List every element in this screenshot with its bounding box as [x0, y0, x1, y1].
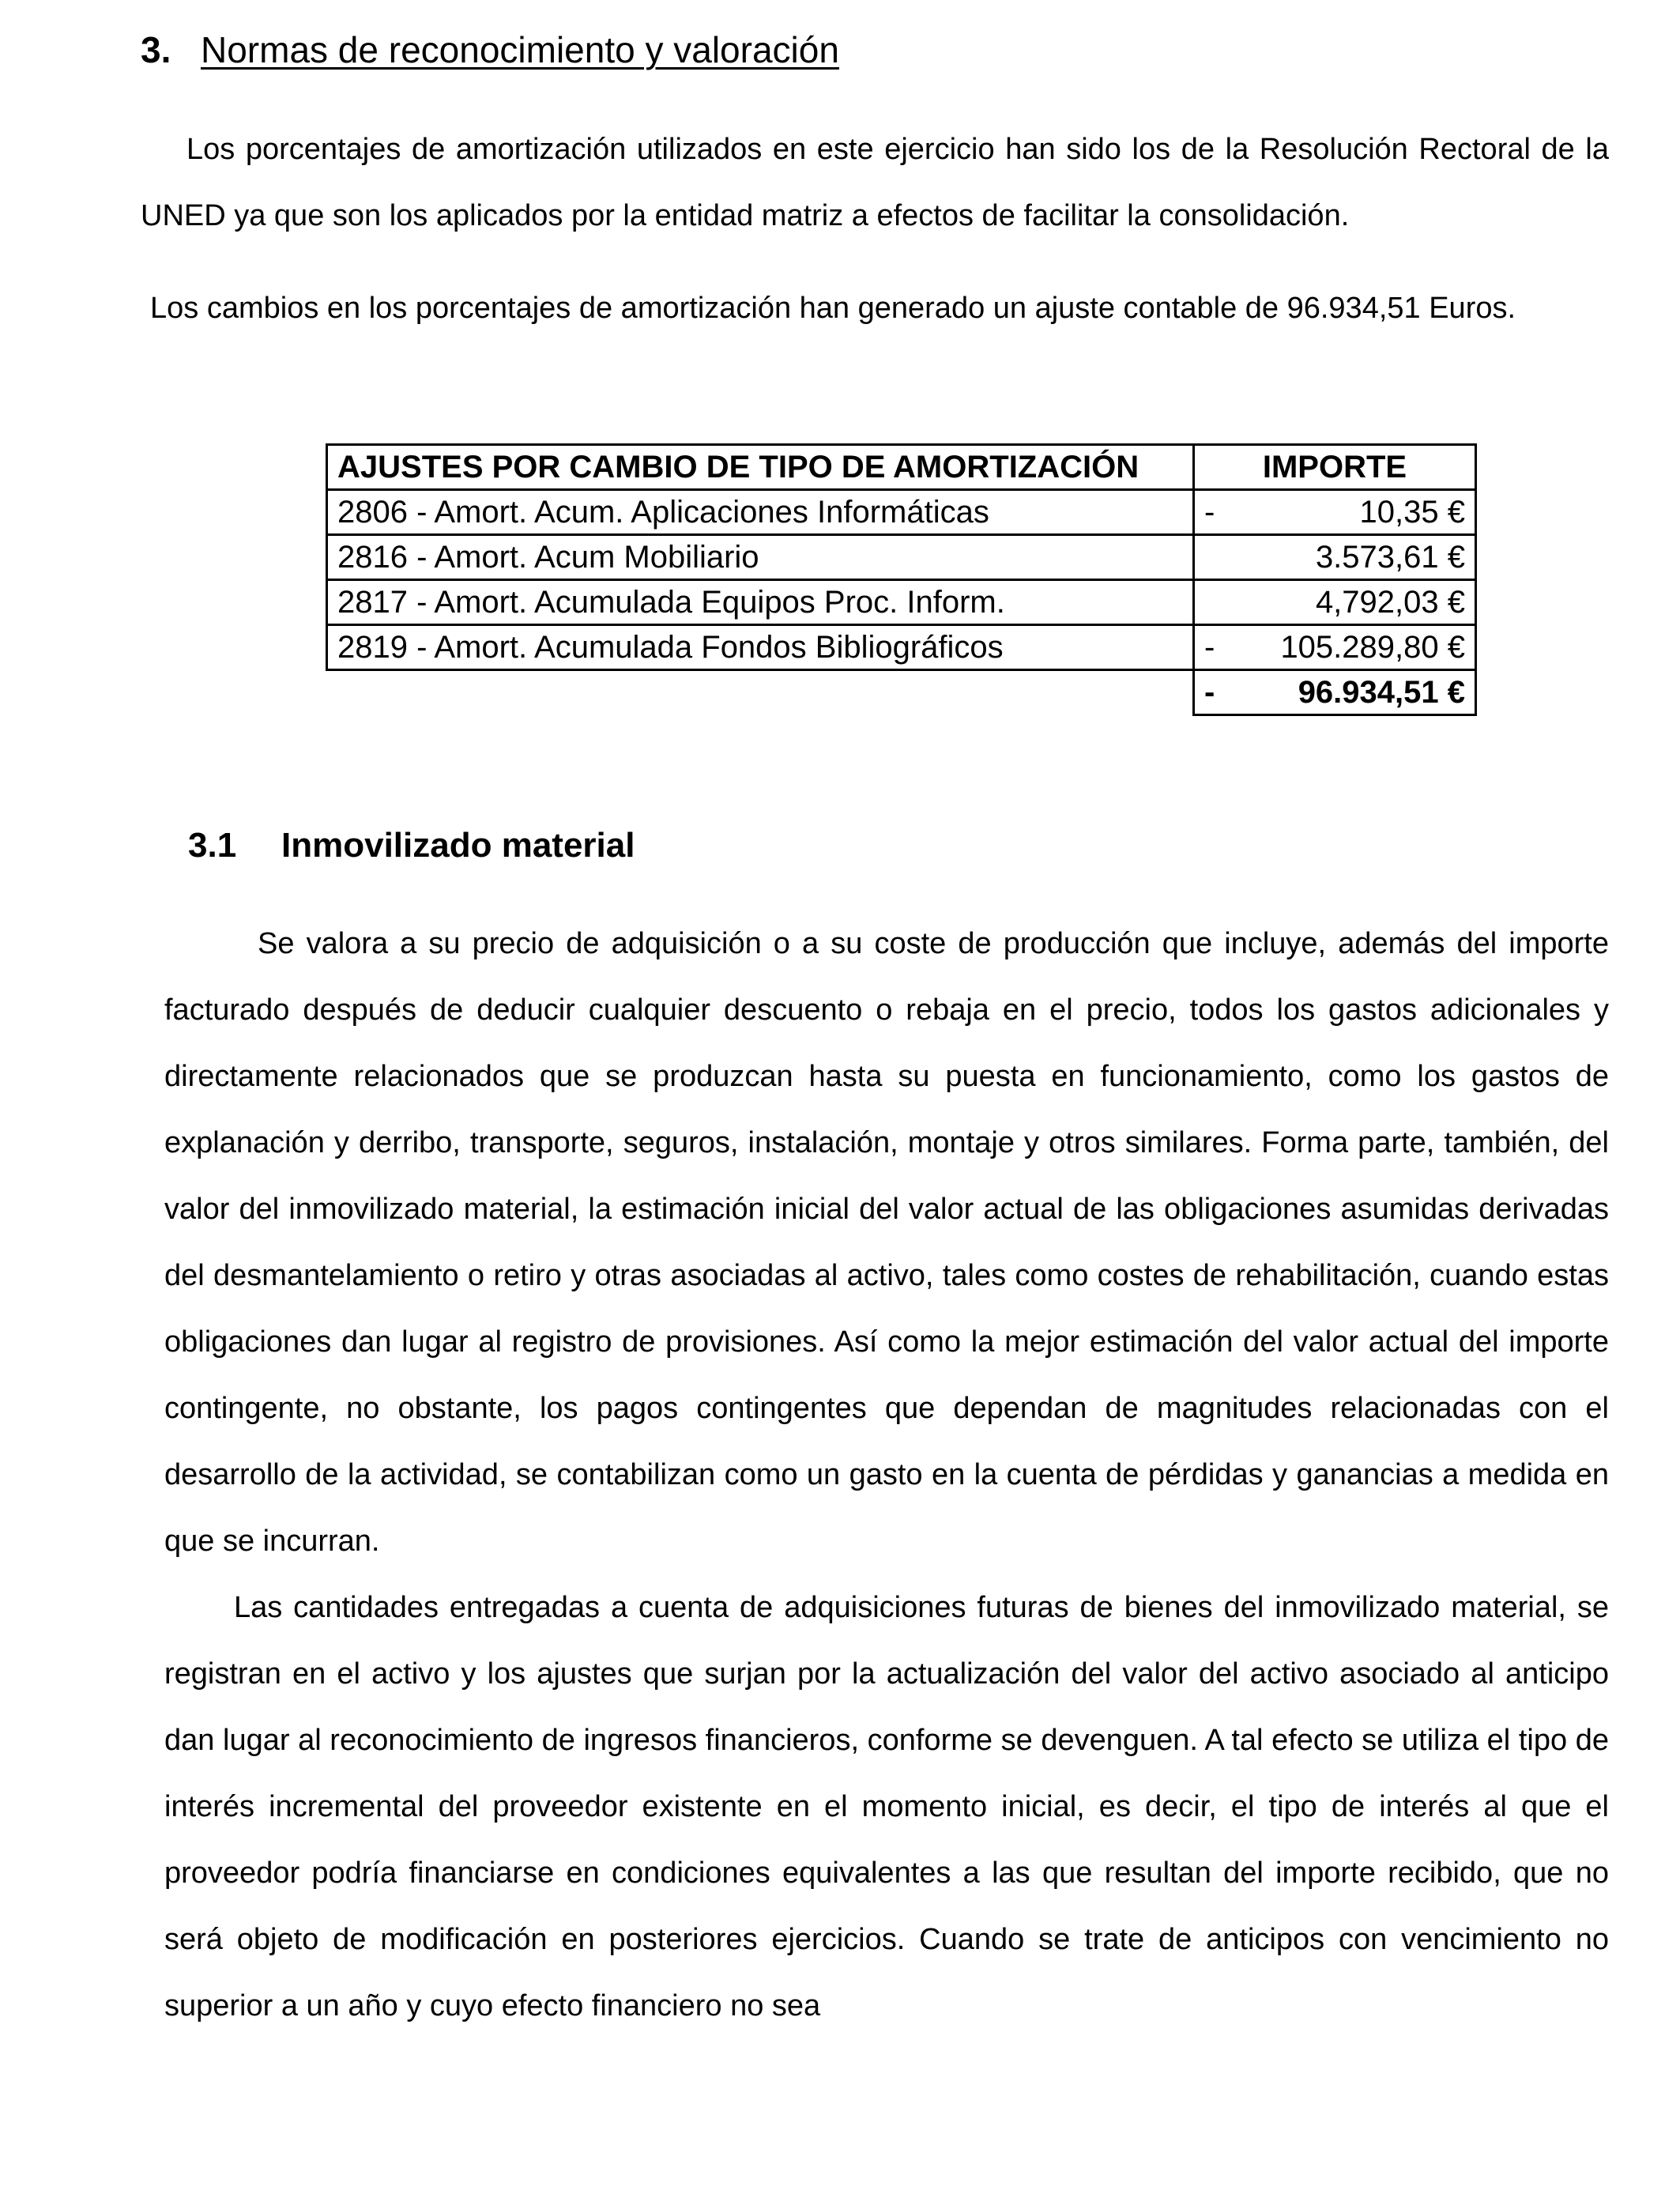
column-header-amount: IMPORTE — [1194, 445, 1476, 490]
row-sign: - — [1204, 495, 1215, 530]
row-amount: 10,35 € — [1359, 495, 1465, 530]
table-total-row — [327, 670, 1476, 715]
row-concept: 2816 - Amort. Acum Mobiliario — [327, 535, 1194, 580]
section-number: 3. — [141, 29, 171, 70]
row-amount-cell — [1194, 490, 1476, 535]
paragraph-adjustment: Los cambios en los porcentajes de amortización han generado un ajuste contable de 96.934,51 Euros. — [150, 292, 1516, 325]
row-concept: 2817 - Amort. Acumulada Equipos Proc. Inform. — [327, 580, 1194, 625]
subsection-heading — [188, 822, 635, 869]
table-row — [327, 580, 1476, 625]
row-sign: - — [1204, 630, 1215, 665]
row-amount: 105.289,80 € — [1280, 630, 1465, 665]
table-row — [327, 490, 1476, 535]
paragraph-advances: Las cantidades entregadas a cuenta de adquisiciones futuras de bienes del inmovilizado material, se registran en el activo y los ajustes que surjan por la actualización del valor del activo asociado al anticipo dan lugar al reconocimiento de ingresos financieros, conforme se devenguen. A tal efecto se utiliza el tipo de interés incremental del proveedor existente en el momento inicial, es decir, el tipo de interés al que el proveedor podría financiarse en condiciones equivalentes a las que resultan del importe recibido, que no será objeto de modificación en posteriores ejercicios. Cuando se trate de anticipos con vencimiento no superior a un año y cuyo efecto financiero no sea — [164, 1591, 1609, 2022]
table-row — [327, 535, 1476, 580]
section-title: Normas de reconocimiento y valoración — [201, 29, 839, 70]
adjustments-table — [326, 443, 1477, 716]
total-blank-cell — [327, 670, 1194, 715]
row-concept: 2806 - Amort. Acum. Aplicaciones Informáticas — [327, 490, 1194, 535]
subsection-title: Inmovilizado material — [281, 826, 635, 865]
row-amount-cell — [1194, 580, 1476, 625]
table-header-row — [327, 445, 1476, 490]
row-amount: 4,792,03 € — [1315, 585, 1465, 620]
subsection-number: 3.1 — [188, 826, 237, 865]
total-amount: 96.934,51 € — [1298, 675, 1465, 710]
paragraph-amortization-rates: Los porcentajes de amortización utilizados en este ejercicio han sido los de la Resolución Rectoral de la UNED ya que son los aplicados por la entidad matriz a efectos de facilitar la consolidación. — [141, 133, 1609, 232]
row-amount: 3.573,61 € — [1315, 540, 1465, 575]
row-amount-cell — [1194, 535, 1476, 580]
total-sign: - — [1204, 675, 1215, 710]
table-row — [327, 625, 1476, 670]
paragraph-valuation: Se valora a su precio de adquisición o a su coste de producción que incluye, además del importe facturado después de deducir cualquier descuento o rebaja en el precio, todos los gastos adicionales y directamente relacionados que se produzcan hasta su puesta en funcionamiento, como los gastos de explanación y derribo, transporte, seguros, instalación, montaje y otros similares. Forma parte, también, del valor del inmovilizado material, la estimación inicial del valor actual de las obligaciones asumidas derivadas del desmantelamiento o retiro y otras asociadas al activo, tales como costes de rehabilitación, cuando estas obligaciones dan lugar al registro de provisiones. Así como la mejor estimación del valor actual del importe contingente, no obstante, los pagos contingentes que dependan de magnitudes relacionadas con el desarrollo de la actividad, se contabilizan como un gasto en la cuenta de pérdidas y ganancias a medida en que se incurran. — [164, 927, 1609, 1558]
row-concept: 2819 - Amort. Acumulada Fondos Bibliográficos — [327, 625, 1194, 670]
total-amount-cell — [1194, 670, 1476, 715]
column-header-concept: AJUSTES POR CAMBIO DE TIPO DE AMORTIZACIÓN — [327, 445, 1194, 490]
section-heading — [141, 24, 839, 76]
row-amount-cell — [1194, 625, 1476, 670]
